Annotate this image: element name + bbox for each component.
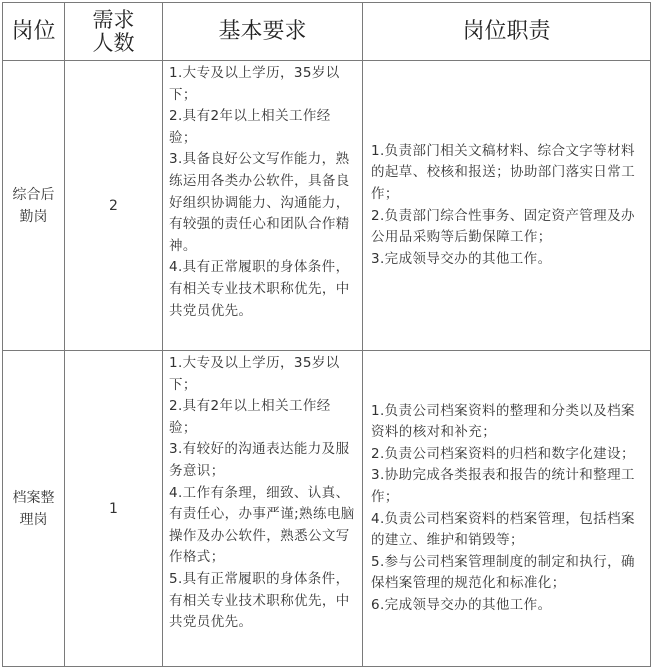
position-name-line1: 档案整 bbox=[12, 489, 55, 506]
headcount-cell: 1 bbox=[65, 351, 163, 667]
requirement-item: 2.具有2年以上相关工作经验； bbox=[169, 398, 331, 436]
duty-item: 2.负责部门综合性事务、固定资产管理及办公用品采购等后勤保障工作； bbox=[371, 207, 635, 246]
header-headcount-line1: 需求 bbox=[92, 7, 135, 32]
requirements-cell bbox=[163, 61, 363, 351]
header-row bbox=[3, 3, 651, 61]
duty-item: 3.完成领导交办的其他工作。 bbox=[371, 250, 552, 267]
requirement-item: 4.工作有条理，细致、认真、有责任心，办事严谨;熟练电脑操作及办公软件，熟悉公文写作格式； bbox=[169, 484, 355, 566]
duty-item: 1.负责公司档案资料的整理和分类以及档案资料的核对和补充； bbox=[371, 402, 635, 441]
requirement-item: 3.具备良好公文写作能力，熟练运用各类办公软件，具备良好组织协调能力、沟通能力，有较强的责任心和团队合作精神。 bbox=[169, 151, 350, 254]
duty-item: 3.协助完成各类报表和报告的统计和整理工作； bbox=[371, 467, 635, 505]
duty-item: 5.参与公司档案管理制度的制定和执行，确保档案管理的规范化和标准化； bbox=[371, 553, 635, 592]
header-requirements: 基本要求 bbox=[163, 3, 363, 61]
duty-item: 1.负责部门相关文稿材料、综合文字等材料的起草、校核和报送；协助部门落实日常工作； bbox=[371, 142, 636, 202]
requirement-item: 2.具有2年以上相关工作经验； bbox=[169, 108, 331, 146]
header-duties: 岗位职责 bbox=[363, 3, 651, 61]
requirement-item: 1.大专及以上学历，35岁以下； bbox=[169, 355, 340, 393]
duty-item: 6.完成领导交办的其他工作。 bbox=[371, 596, 552, 613]
position-name-line2: 理岗 bbox=[19, 511, 48, 528]
duty-item: 2.负责公司档案资料的归档和数字化建设； bbox=[371, 445, 635, 462]
position-name-line1: 综合后 bbox=[12, 186, 55, 203]
header-headcount bbox=[65, 3, 163, 61]
table-row bbox=[3, 61, 651, 351]
requirement-item: 4.具有正常履职的身体条件，有相关专业技术职称优先，中共党员优先。 bbox=[169, 259, 350, 319]
requirement-item: 5.具有正常履职的身体条件，有相关专业技术职称优先，中共党员优先。 bbox=[169, 570, 350, 631]
headcount-cell: 2 bbox=[65, 61, 163, 351]
header-headcount-line2: 人数 bbox=[92, 30, 135, 55]
requirement-item: 1.大专及以上学历，35岁以下； bbox=[169, 65, 340, 103]
job-requirements-table bbox=[2, 2, 651, 667]
duties-cell bbox=[363, 351, 651, 667]
header-position: 岗位 bbox=[3, 3, 65, 61]
requirements-cell bbox=[163, 351, 363, 667]
duty-item: 4.负责公司档案资料的档案管理，包括档案的建立、维护和销毁等； bbox=[371, 510, 635, 549]
position-cell bbox=[3, 61, 65, 351]
duties-cell bbox=[363, 61, 651, 351]
position-name-line2: 勤岗 bbox=[19, 208, 48, 225]
requirement-item: 3.有较好的沟通表达能力及服务意识； bbox=[169, 441, 350, 479]
position-cell bbox=[3, 351, 65, 667]
table-row bbox=[3, 351, 651, 667]
